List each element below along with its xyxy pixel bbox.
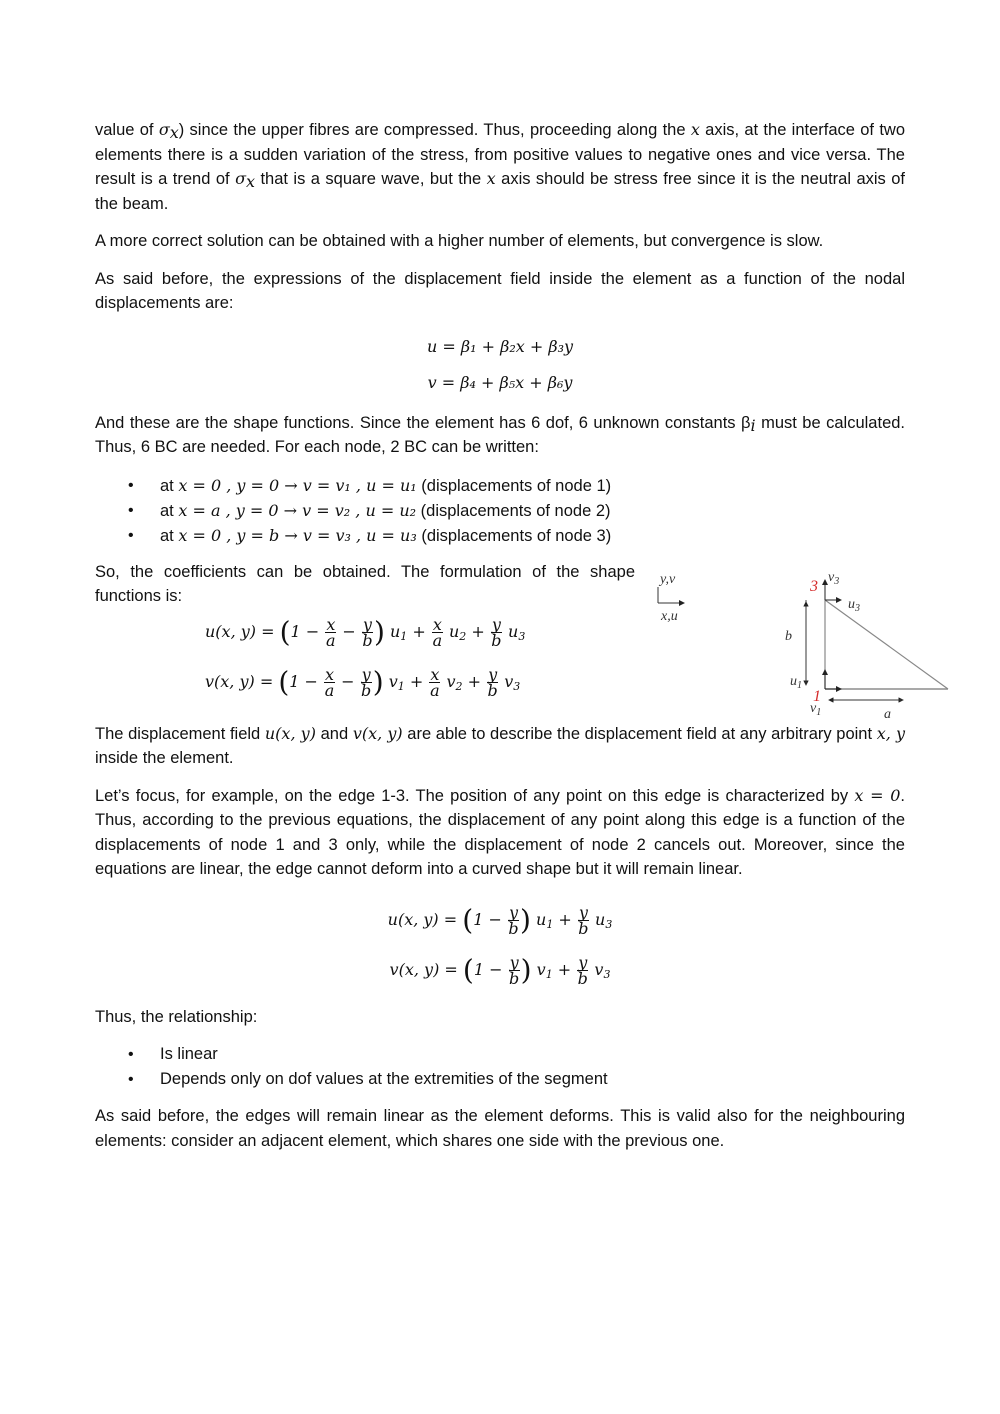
list-item: • at x = a , y = 0 → v = v₂ , u = u₂ (displacements of node 2) [95,498,905,523]
edge-equation-v: v(x, y) = (1 − $\frac{y}{b}$ ) $v_1$ + $\frac{y}{b}$ $v_3$ [389,952,611,988]
equation-u: u = β₁ + β₂x + β₃y [426,336,574,356]
v1-label: $v_1$ [810,700,822,718]
edge-equations [95,895,905,995]
shape-function-u: u(x, y) = (1 − $\frac{x}{a}$ − $\frac{y}{b}$ ) $u_1$ + $\frac{x}{a}$ $u_2$ + $\frac{y}{b}$ $u_3$ [205,614,526,650]
list-item: • Depends only on dof values at the extremities of the segment [95,1067,905,1092]
edge-equation-u: u(x, y) = (1 − $\frac{y}{b}$ ) $u_1$ + $\frac{y}{b}$ $u_3$ [387,902,613,938]
v3-label: $v_3$ [828,569,840,587]
node-3-label: 3 [810,577,818,595]
paragraph-neighbouring: As said before, the edges will remain linear as the element deforms. This is valid also for the neighbouring elements: consider an adjacent element, which shares one side with the previous one. [95,1107,905,1150]
dimension-a-label: a [884,706,891,722]
paragraph-displacement-intro: As said before, the expressions of the displacement field inside the element as a function of the nodal displacements are: [95,269,905,312]
equation-v: v = β₄ + β₅x + β₆y [427,372,573,392]
node-1-label: 1 [813,687,821,705]
paragraph-relationship: Thus, the relationship: [95,1007,258,1026]
list-item: • at x = 0 , y = b → v = v₃ , u = u₃ (displacements of node 3) [95,523,905,548]
shape-function-section [95,560,905,722]
axis-x-label: x,u [661,608,678,624]
paragraph-stress: value of $\sigma_x$) since the upper fibres are compressed. Thus, proceeding along the x axis, at the interface of two elements there is a sudden variation of the stress, from positive values to negative ones and vice versa. The result is a trend of $\sigma_x$ that is a square wave, but the x axis should be stress free since it is the neutral axis of the beam. [95,120,906,213]
paragraph-shape-functions: And these are the shape functions. Since the element has 6 dof, 6 unknown constants $\beta_i$ must be calculated. Thus, 6 BC are needed. For each node, 2 BC can be written: [95,413,906,456]
shape-function-v: v(x, y) = (1 − $\frac{x}{a}$ − $\frac{y}{b}$ ) $v_1$ + $\frac{x}{a}$ $v_2$ + $\frac{y}{b}$ $v_3$ [205,664,521,700]
paragraph-convergence: A more correct solution can be obtained with a higher number of elements, but convergence is slow. [95,232,824,250]
u1-label: $u_1$ [790,673,802,691]
paragraph-coefficients: So, the coefficients can be obtained. The formulation of the shape functions is: [95,562,635,605]
edge-2-3 [825,600,948,689]
triangle-element-figure [648,562,910,722]
paragraph-displacement-field: The displacement field u(x, y) and v(x, y) are able to describe the displacement field at any arbitrary point x, y inside the element. [95,723,906,767]
displacement-equations [95,329,905,401]
dimension-b-label: b [785,628,792,644]
list-item: • Is linear [95,1042,905,1067]
axis-y-label: y,v [660,571,676,587]
u3-label: $u_3$ [848,596,860,614]
list-item: • at x = 0 , y = 0 → v = v₁ , u = u₁ (displacements of node 1) [95,473,905,498]
boundary-conditions-list [95,473,905,548]
relationship-list [95,1042,905,1092]
paragraph-edge-13: Let’s focus, for example, on the edge 1-3. The position of any point on this edge is characterized by x = 0. Thus, according to the previous equations, the displacement of any point along this edge is a function of the displacements of node 1 and 3 only, while the displacement of node 2 cancels out. Moreover, since the equations are linear, the edge cannot deform into a curved shape but it will remain linear. [95,785,906,878]
document-page [95,118,905,1166]
